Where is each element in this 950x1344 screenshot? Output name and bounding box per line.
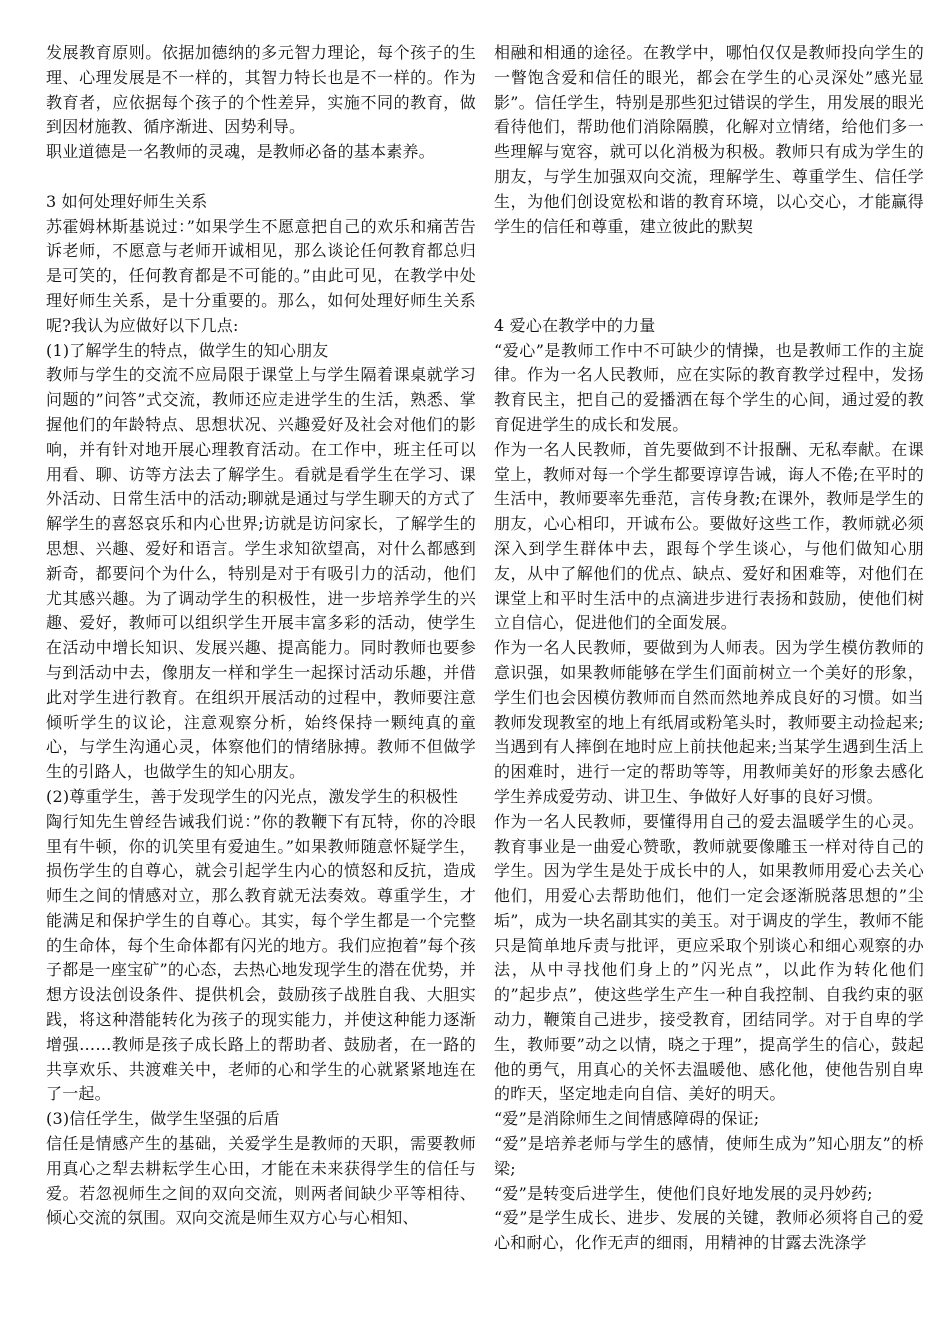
spacer [494,239,924,264]
love-statement-3: “爱”是转变后进学生，使他们良好地发展的灵丹妙药; [494,1183,873,1203]
love-statement-1: “爱”是消除师生之间情感障碍的保证; [494,1109,760,1129]
dedication-paragraph: 作为一名人民教师，首先要做到不计报酬、无私奉献。在课堂上，教师对每一个学生都要谆谆告诫，诲人不倦;在平时的生活中，教师要率先垂范，言传身教;在课外，教师是学生的朋友，心心相印，开诚布公。要做好这些工作，教师就必须深入到学生群体中去，跟每个学生谈心，与他们做知心朋友，从中了解他们的优点、缺点、爱好和困难等，对他们在课堂上和平时生活中的点滴进步进行表扬和鼓励，使他们树立自信心，促进他们的全面发展。 [494,439,924,633]
point-2-paragraph: 陶行知先生曾经告诫我们说：”你的教鞭下有瓦特，你的冷眼里有牛顿，你的讥笑里有爱迪生。”如果教师随意怀疑学生，损伤学生的自尊心，就会引起学生内心的愤怒和反抗，造成师生之间的情感对立，那么教育就无法奏效。尊重学生，才能满足和保护学生的自尊心。其实，每个学生都是一个完整的生命体，每个生命体都有闪光的地方。我们应抱着”每个孩子都是一座宝矿”的心态，去热心地发现学生的潜在优势，并想方设法创设条件、提供机会，鼓励孩子战胜自我、大胆实践，将这种潜能转化为孩子的现实能力，并使这种能力逐渐增强……教师是孩子成长路上的帮助者、鼓励者，在一路的共享欢乐、共渡难关中，老师的心和学生的心就紧紧地连在了一起。 [46,811,476,1104]
spacer [494,264,924,289]
section-4-heading: 4 爱心在教学中的力量 [494,315,656,335]
love-statement-2: “爱”是培养老师与学生的感情，使师生成为”知心朋友”的桥梁; [494,1134,924,1178]
spacer [494,289,924,314]
point-2-heading: (2)尊重学生，善于发现学生的闪光点，激发学生的积极性 [46,786,459,806]
love-intro-paragraph: “爱心”是教师工作中不可缺少的情操，也是教师工作的主旋律。作为一名人民教师，应在实际的教育教学过程中，发扬教育民主，把自己的爱播洒在每个学生的心间，通过爱的教育促进学生的成长和发展。 [494,340,924,434]
role-model-paragraph: 作为一名人民教师，要做到为人师表。因为学生模仿教师的意识强，如果教师能够在学生们面前树立一个美好的形象，学生们也会因模仿教师而自然而然地养成良好的习惯。如当教师发现教室的地上有纸屑或粉笔头时，教师要主动捡起来;当遇到有人摔倒在地时应上前扶他起来;当某学生遇到生活上的困难时，进行一定的帮助等等，用教师美好的形象去感化学生养成爱劳动、讲卫生、争做好人好事的良好习惯。 [494,638,924,806]
love-statement-4: “爱”是学生成长、进步、发展的关键，教师必须将自己的爱心和耐心，化作无声的细雨，用精神的甘露去洗涤学 [494,1208,924,1253]
point-1-paragraph: 教师与学生的交流不应局限于课堂上与学生隔着课桌就学习问题的”问答”式交流，教师还应走进学生的生活，熟悉、掌握他们的年龄特点、思想状况、兴趣爱好及社会对他们的影响，并有针对地开展心理教育活动。在工作中，班主任可以用看、聊、访等方法去了解学生。看就是看学生在学习、课外活动、日常生活中的活动;聊就是通过与学生聊天的方式了解学生的喜怒哀乐和内心世界;访就是访问家长，了解学生的思想、兴趣、爱好和语言。学生求知欲望高，对什么都感到新奇，都要问个为什么，特别是对于有吸引力的活动，他们尤其感兴趣。为了调动学生的积极性，进一步培养学生的兴趣、爱好，教师可以组织学生开展丰富多彩的活动，使学生在活动中增长知识、发展兴趣、提高能力。同时教师也要参与到活动中去，像朋友一样和学生一起探讨活动乐趣，并借此对学生进行教育。在组织开展活动的过程中，教师要注意倾听学生的议论，注意观察分析，始终保持一颗纯真的童心，与学生沟通心灵，体察他们的情绪脉搏。教师不但做学生的引路人，也做学生的知心朋友。 [46,365,476,782]
point-1-heading: (1)了解学生的特点，做学生的知心朋友 [46,340,329,360]
section-3-heading: 3 如何处理好师生关系 [46,191,208,211]
suhomlinsky-paragraph: 苏霍姆林斯基说过：”如果学生不愿意把自己的欢乐和痛苦告诉老师，不愿意与老师开诚相见，那么谈论任何教育都总归是可笑的，任何教育都是不可能的。”由此可见，在教学中处理好师生关系，是十分重要的。那么，如何处理好师生关系呢?我认为应做好以下几点: [46,216,476,335]
point-3-paragraph: 信任是情感产生的基础，关爱学生是教师的天职，需要教师用真心之犁去耕耘学生心田，才能在未来获得学生的信任与爱。若忽视师生之间的双向交流，则两者间缺少平等相待、倾心交流的氛围。双向交流是师生双方心与心相知、 [46,1134,476,1228]
intro-paragraph: 发展教育原则。依据加德纳的多元智力理论，每个孩子的生理、心理发展是不一样的，其智力特长也是不一样的。作为教育者，应依据每个孩子的个性差异，实施不同的教育，做到因材施教、循序渐进、因势利导。 [46,43,476,137]
warmth-paragraph: 作为一名人民教师，要懂得用自己的爱去温暖学生的心灵。教育事业是一曲爱心赞歌，教师就要像雕玉一样对待自己的学生。因为学生是处于成长中的人，如果教师用爱心去关心他们，用爱心去帮助他们，他们一定会逐渐脱落思想的”尘垢”，成为一块名副其实的美玉。对于调皮的学生，教师不能只是简单地斥责与批评，更应采取个别谈心和细心观察的办法，从中寻找他们身上的”闪光点”，以此作为转化他们的”起步点”，使这些学生产生一种自我控制、自我约束的驱动力，鞭策自己进步，接受教育，团结同学。对于自卑的学生，教师要”动之以情，晓之于理”，提高学生的信心，鼓起他的勇气，用真心的关怀去温暖他、感化他，使他告别自卑的昨天，坚定地走向自信、美好的明天。 [494,811,924,1104]
left-column [46,41,476,1231]
continued-paragraph: 相融和相通的途径。在教学中，哪怕仅仅是教师投向学生的一瞥饱含爱和信任的眼光，都会在学生的心灵深处”感光显影”。信任学生，特别是那些犯过错误的学生，用发展的眼光看待他们，帮助他们消除隔膜，化解对立情绪，给他们多一些理解与宽容，就可以化消极为积极。教师只有成为学生的朋友，与学生加强双向交流，理解学生、尊重学生、信任学生，为他们创设宽松和谐的教育环境，以心交心，才能赢得学生的信任和尊重，建立彼此的默契 [494,43,924,236]
spacer [46,165,476,190]
point-3-heading: (3)信任学生，做学生坚强的后盾 [46,1109,280,1129]
ethics-paragraph: 职业道德是一名教师的灵魂，是教师必备的基本素养。 [46,142,435,162]
right-column [494,41,924,1256]
